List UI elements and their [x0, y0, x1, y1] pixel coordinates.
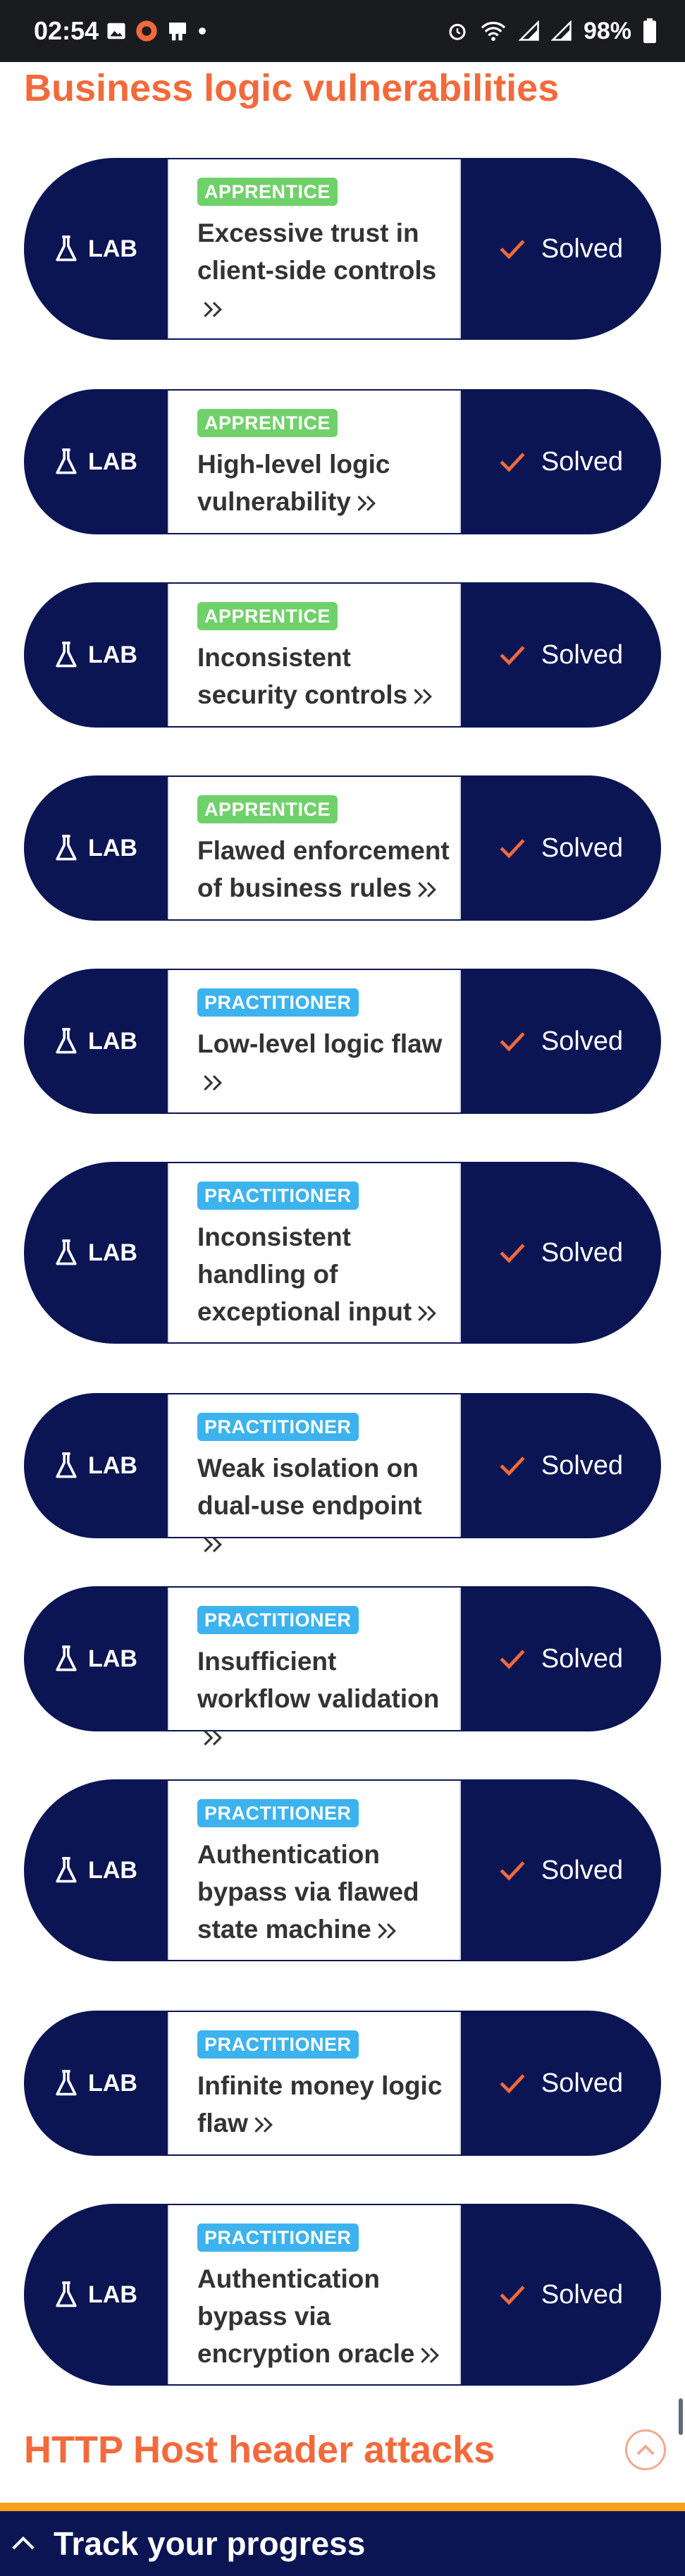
lab-status-label: Solved: [541, 1237, 624, 1268]
chevron-up-icon: [10, 2534, 37, 2552]
lab-card[interactable]: [24, 969, 661, 1114]
lab-title-link[interactable]: [197, 1836, 450, 1948]
double-chevron-right-icon: [376, 1921, 400, 1941]
level-badge: PRACTITIONER: [197, 988, 359, 1017]
lab-card[interactable]: [24, 1779, 661, 1961]
double-chevron-right-icon: [202, 1073, 226, 1093]
flask-icon: [54, 641, 78, 669]
lab-card[interactable]: [24, 1586, 661, 1731]
checkmark-icon: [499, 1031, 526, 1052]
lab-title: Authentication bypass via encryption oracle: [197, 2264, 415, 2368]
lab-info[interactable]: [168, 159, 461, 338]
track-progress-label: Track your progress: [54, 2525, 366, 2562]
lab-tag-label: LAB: [88, 1856, 137, 1884]
lab-tag: [24, 582, 168, 728]
lab-status: [461, 582, 661, 728]
alarm-icon: [447, 20, 468, 42]
track-progress-bar[interactable]: [0, 2503, 685, 2576]
lab-tag-label: LAB: [88, 1452, 137, 1479]
lab-title: Authentication bypass via flawed state machine: [197, 1840, 419, 1944]
lab-status-label: Solved: [541, 1026, 624, 1056]
lab-card[interactable]: [24, 2204, 661, 2386]
lab-tag: [24, 969, 168, 1114]
lab-tag: [24, 389, 168, 534]
lab-card[interactable]: [24, 1393, 661, 1538]
level-badge: PRACTITIONER: [197, 1413, 359, 1441]
lab-title: Weak isolation on dual-use endpoint: [197, 1454, 422, 1520]
lab-tag: [24, 1162, 168, 1344]
lab-title: Excessive trust in client-side controls: [197, 219, 437, 285]
image-icon: [106, 20, 127, 42]
flask-icon: [54, 2069, 78, 2097]
lab-status: [461, 1393, 661, 1538]
checkmark-icon: [499, 644, 526, 666]
double-chevron-right-icon: [416, 1304, 440, 1323]
lab-title-link[interactable]: [197, 2067, 450, 2142]
lab-status: [461, 2204, 661, 2386]
flask-icon: [54, 834, 78, 862]
lab-status-label: Solved: [541, 233, 624, 264]
lab-info[interactable]: [168, 1588, 461, 1730]
double-chevron-right-icon: [412, 687, 436, 706]
signal-icon: [551, 20, 572, 42]
lab-status-label: Solved: [541, 2068, 624, 2098]
flask-icon: [54, 1856, 78, 1884]
lab-tag-label: LAB: [88, 641, 137, 668]
lab-card[interactable]: [24, 582, 661, 728]
lab-status: [461, 1779, 661, 1961]
lab-info[interactable]: [168, 1394, 461, 1537]
lab-tag-label: LAB: [88, 834, 137, 861]
level-badge: PRACTITIONER: [197, 1182, 359, 1210]
checkmark-icon: [499, 1455, 526, 1476]
lab-title-link[interactable]: [197, 446, 450, 520]
lab-title-link[interactable]: [197, 214, 450, 326]
lab-title: Inconsistent security controls: [197, 643, 408, 709]
lab-status-label: Solved: [541, 446, 624, 477]
level-badge: PRACTITIONER: [197, 2030, 359, 2059]
battery-percent: 98%: [583, 17, 631, 44]
flask-icon: [54, 1239, 78, 1267]
lab-title: Flawed enforcement of business rules: [197, 836, 450, 902]
lab-status-label: Solved: [541, 1643, 624, 1674]
checkmark-icon: [499, 1648, 526, 1669]
lab-status-label: Solved: [541, 639, 624, 670]
flask-icon: [54, 1452, 78, 1480]
notification-icons: [106, 16, 207, 47]
app-notification-icon: [135, 20, 158, 42]
lab-info[interactable]: [168, 777, 461, 919]
flask-icon: [54, 448, 78, 476]
lab-tag-label: LAB: [88, 235, 137, 262]
lab-status: [461, 158, 661, 340]
lab-info[interactable]: [168, 391, 461, 533]
lab-title: Insufficient workflow validation: [197, 1647, 440, 1713]
lab-status-label: Solved: [541, 2279, 624, 2310]
flask-icon: [54, 1645, 78, 1673]
chevron-up-icon: [635, 2443, 656, 2457]
lab-info[interactable]: [168, 584, 461, 726]
double-chevron-right-icon: [252, 2115, 276, 2135]
lab-title-link[interactable]: [197, 832, 450, 907]
lab-tag: [24, 2204, 168, 2386]
level-badge: PRACTITIONER: [197, 1606, 359, 1634]
lab-info[interactable]: [168, 1781, 461, 1960]
double-chevron-right-icon: [202, 1535, 226, 1554]
scrollbar-handle[interactable]: [679, 2398, 683, 2435]
lab-status: [461, 969, 661, 1114]
level-badge: APPRENTICE: [197, 178, 338, 206]
level-badge: PRACTITIONER: [197, 1799, 359, 1827]
lab-tag: [24, 1586, 168, 1731]
flask-icon: [54, 235, 78, 263]
lab-tag: [24, 158, 168, 340]
section-title: HTTP Host header attacks: [24, 2429, 495, 2471]
lab-tag-label: LAB: [88, 1645, 137, 1672]
lab-tag-label: LAB: [88, 2281, 137, 2308]
wifi-icon: [479, 20, 507, 42]
battery-icon: [643, 18, 657, 44]
lab-title: High-level logic vulnerability: [197, 450, 390, 516]
lab-title: Low-level logic flaw: [197, 1029, 443, 1058]
lab-title-link[interactable]: [197, 1449, 450, 1562]
lab-title-link[interactable]: [197, 1218, 450, 1330]
section-title: Business logic vulnerabilities: [24, 67, 560, 109]
lab-info[interactable]: [168, 2012, 461, 2154]
lab-title-link[interactable]: [197, 639, 450, 713]
double-chevron-right-icon: [416, 880, 440, 900]
lab-info[interactable]: [168, 1163, 461, 1342]
lab-card[interactable]: [24, 389, 661, 534]
lab-status: [461, 389, 661, 534]
lab-title-link[interactable]: [197, 1025, 450, 1100]
lab-tag-label: LAB: [88, 1239, 137, 1266]
lab-tag: [24, 775, 168, 921]
lab-tag-label: LAB: [88, 2069, 137, 2097]
lab-card[interactable]: [24, 775, 661, 921]
status-bar: [0, 0, 685, 62]
checkmark-icon: [499, 1242, 526, 1263]
dot-icon: [197, 26, 207, 36]
signal-icon: [519, 20, 540, 42]
lab-title-link[interactable]: [197, 2260, 450, 2372]
lab-card[interactable]: [24, 2011, 661, 2156]
lab-status: [461, 2011, 661, 2156]
lab-title: Infinite money logic flaw: [197, 2071, 443, 2138]
lab-status-label: Solved: [541, 1855, 624, 1885]
checkmark-icon: [499, 1860, 526, 1881]
lab-tag: [24, 1393, 168, 1538]
checkmark-icon: [499, 2284, 526, 2305]
lab-tag-label: LAB: [88, 448, 137, 475]
checkmark-icon: [499, 238, 526, 259]
lab-status: [461, 1586, 661, 1731]
scroll-to-top-button[interactable]: [625, 2429, 666, 2470]
double-chevron-right-icon: [355, 493, 379, 513]
double-chevron-right-icon: [419, 2345, 443, 2365]
status-time: 02:54: [34, 16, 99, 45]
lab-info[interactable]: [168, 970, 461, 1112]
lab-status-label: Solved: [541, 1450, 624, 1480]
lab-tag: [24, 2011, 168, 2156]
level-badge: APPRENTICE: [197, 602, 338, 630]
lab-card[interactable]: [24, 1162, 661, 1344]
lab-info[interactable]: [168, 2205, 461, 2384]
level-badge: PRACTITIONER: [197, 2224, 359, 2252]
lab-status: [461, 1162, 661, 1344]
printer-icon: [166, 20, 189, 42]
level-badge: APPRENTICE: [197, 795, 338, 823]
checkmark-icon: [499, 451, 526, 472]
lab-title: Inconsistent handling of exceptional input: [197, 1222, 412, 1326]
lab-tag-label: LAB: [88, 1027, 137, 1055]
system-icons: [447, 16, 657, 47]
flask-icon: [54, 1027, 78, 1055]
flask-icon: [54, 2281, 78, 2309]
lab-tag: [24, 1779, 168, 1961]
lab-card[interactable]: [24, 158, 661, 340]
checkmark-icon: [499, 838, 526, 859]
lab-status: [461, 775, 661, 921]
level-badge: APPRENTICE: [197, 409, 338, 437]
lab-title-link[interactable]: [197, 1643, 450, 1755]
lab-status-label: Solved: [541, 833, 624, 863]
double-chevron-right-icon: [202, 300, 226, 319]
double-chevron-right-icon: [202, 1728, 226, 1748]
checkmark-icon: [499, 2073, 526, 2094]
